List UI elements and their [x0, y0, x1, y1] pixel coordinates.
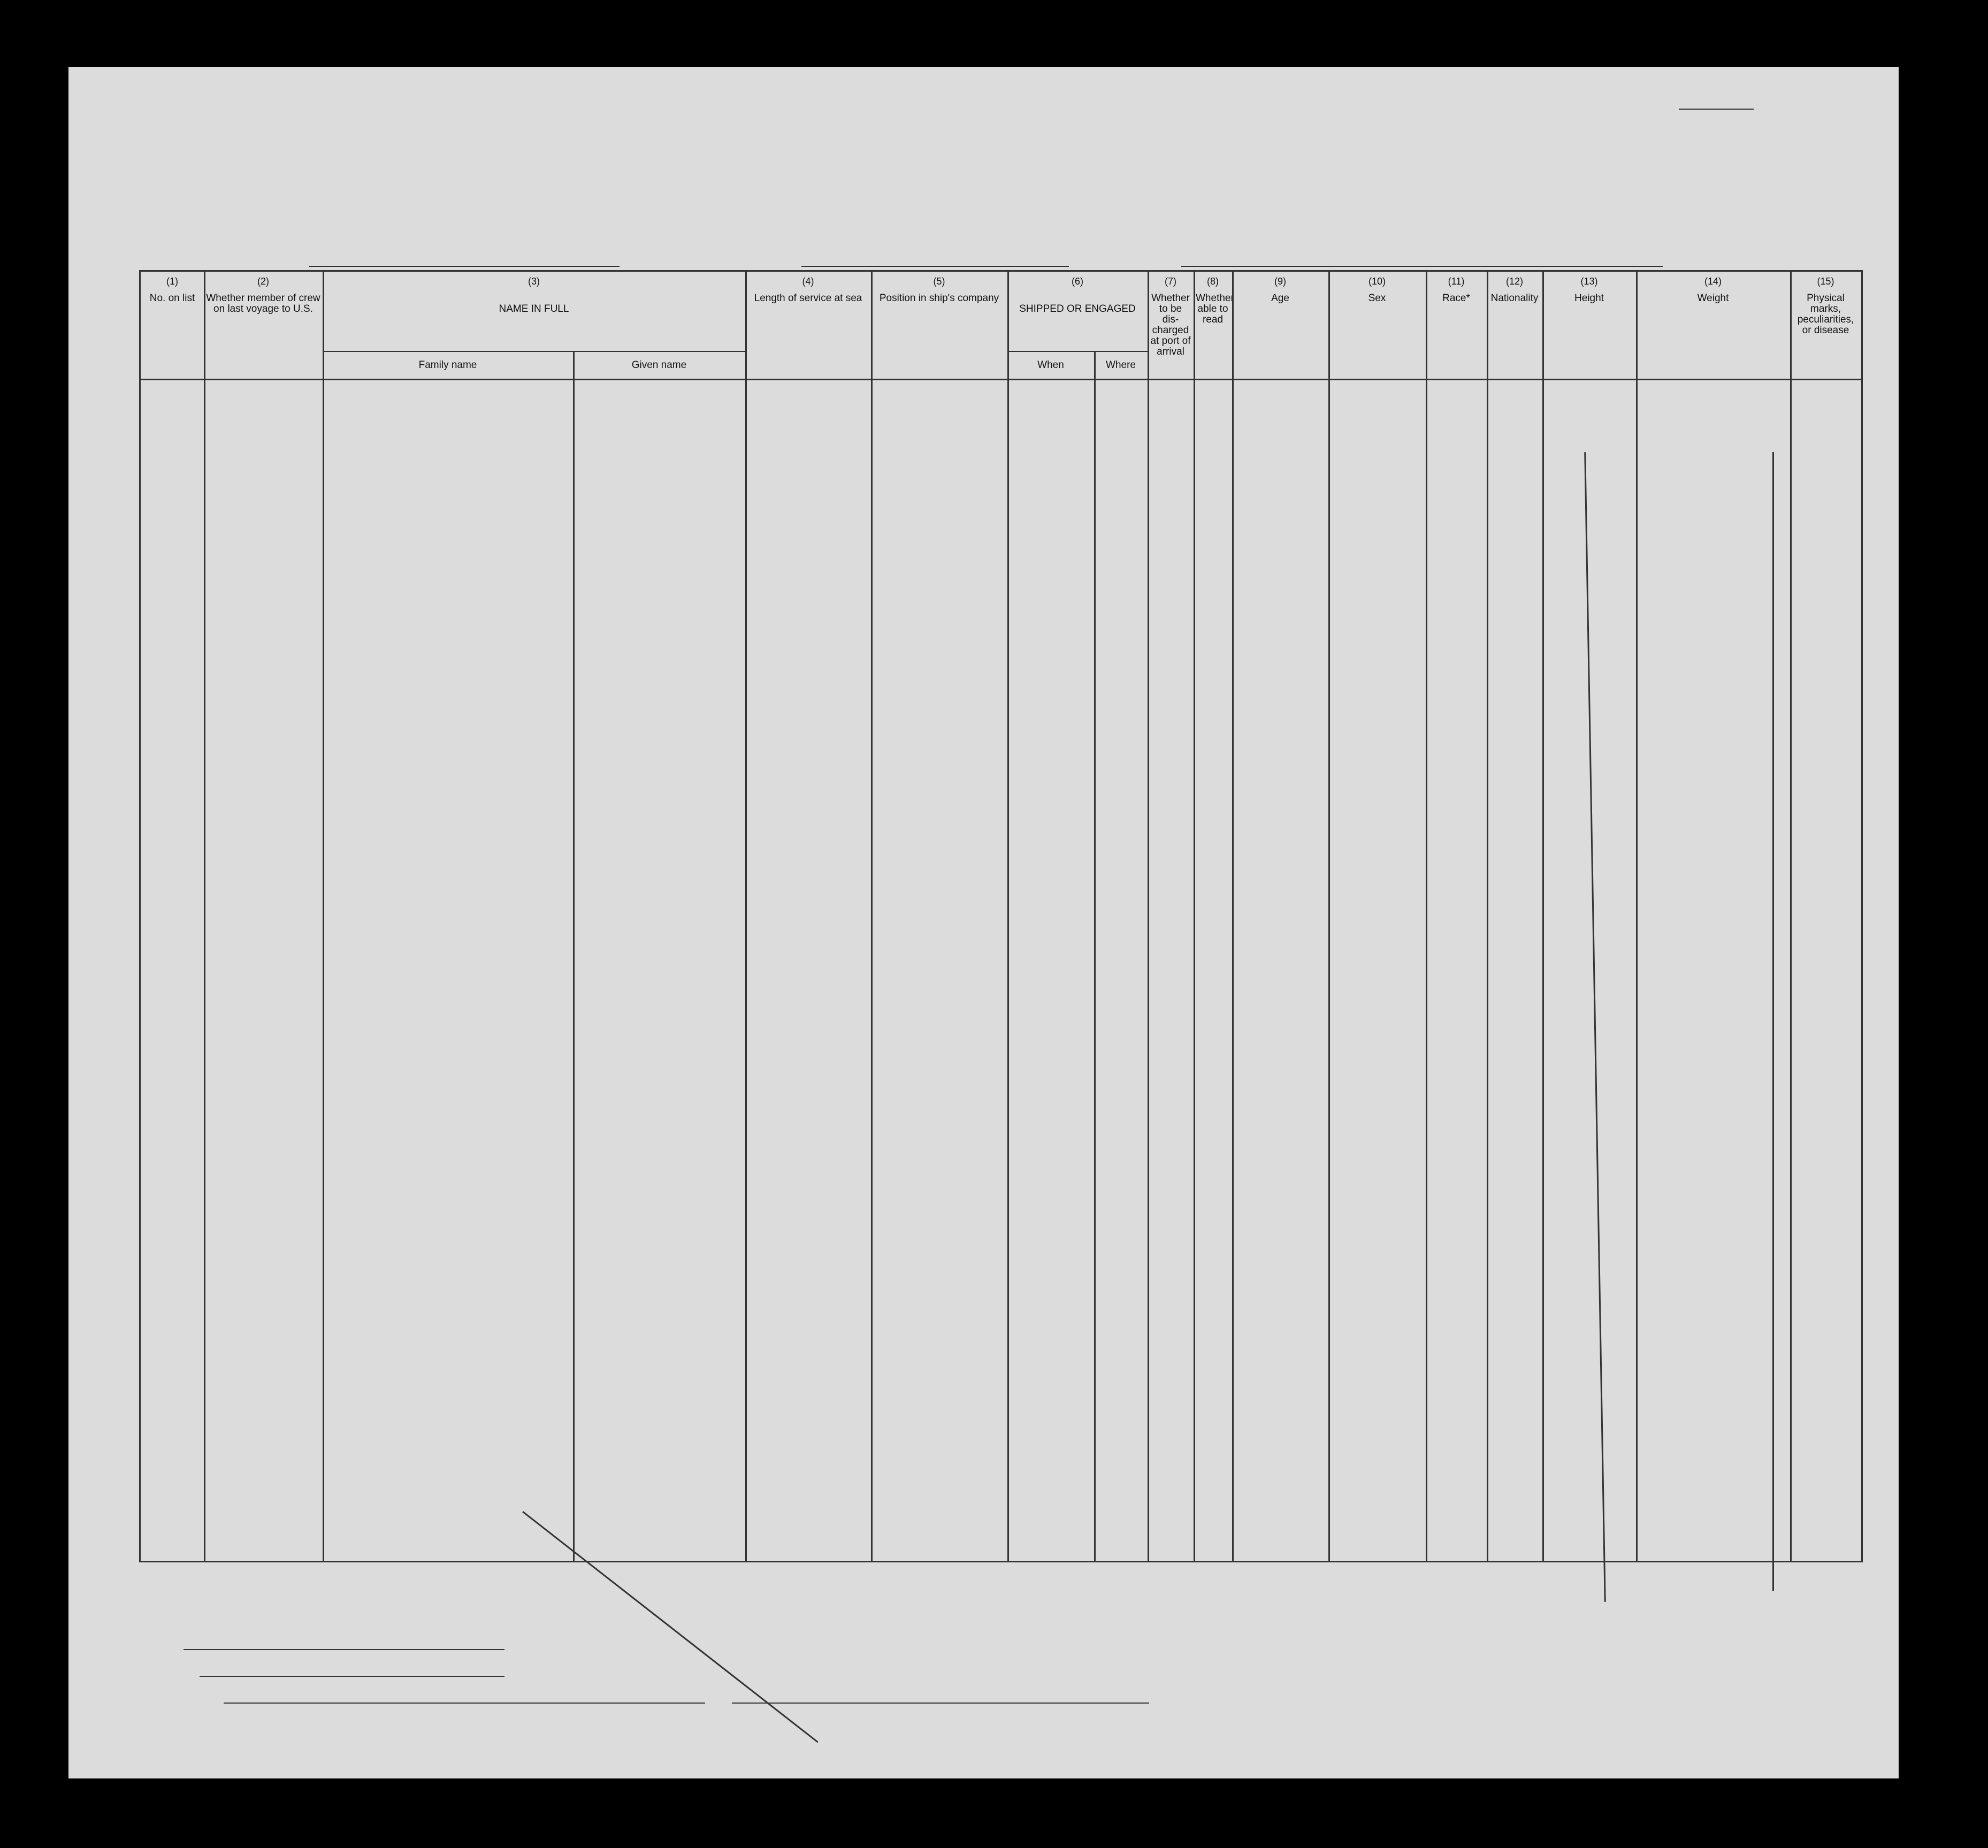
column-header: Weight — [1697, 293, 1729, 304]
manifest-sheet — [68, 67, 1899, 1778]
sheet-number — [1679, 99, 1754, 113]
column-header: Nationality — [1490, 293, 1539, 304]
column-divider — [1194, 272, 1195, 1561]
column-header: Whether to be dis-charged at port of arrival — [1150, 293, 1191, 357]
column-header: Age — [1271, 293, 1289, 304]
column-header: Whether able to read — [1196, 293, 1234, 325]
column-number: (13) — [1580, 276, 1598, 287]
crew-table — [139, 270, 1863, 1562]
column-number: (6) — [1072, 276, 1083, 287]
column-header: Race* — [1442, 293, 1470, 304]
vessel-line — [256, 238, 1861, 270]
column-header: No. on list — [149, 293, 195, 304]
column-divider — [1636, 272, 1638, 1561]
column-number: (2) — [257, 276, 269, 287]
column-number: (5) — [933, 276, 945, 287]
column-number: (1) — [166, 276, 178, 287]
column-number: (15) — [1817, 276, 1834, 287]
column-divider — [1232, 272, 1234, 1561]
column-header: Height — [1574, 293, 1604, 304]
column-divider — [1426, 272, 1427, 1561]
column-header: SHIPPED OR ENGAGED — [1019, 303, 1136, 315]
column-subheader: Family name — [418, 359, 477, 371]
column-divider — [871, 272, 873, 1561]
column-number: (7) — [1165, 276, 1176, 287]
column-number: (8) — [1207, 276, 1219, 287]
table-header — [141, 272, 1861, 380]
column-header: Length of service at sea — [754, 293, 862, 304]
column-divider — [1790, 272, 1792, 1561]
column-divider — [1542, 272, 1544, 1561]
column-header: Physical marks, peculiarities, or disease — [1797, 293, 1854, 336]
column-number: (11) — [1448, 276, 1465, 287]
column-number: (4) — [802, 276, 814, 287]
column-number: (9) — [1274, 276, 1286, 287]
column-subheader: Given name — [631, 359, 687, 371]
column-divider — [323, 272, 324, 1561]
column-divider — [1487, 272, 1488, 1561]
column-divider — [1148, 272, 1149, 1561]
column-header: Position in ship's company — [879, 293, 999, 304]
column-divider — [745, 272, 747, 1561]
column-divider — [1007, 272, 1009, 1561]
column-header: Sex — [1368, 293, 1386, 304]
column-divider — [204, 272, 205, 1561]
sheet-no-value — [1679, 109, 1754, 110]
action-ditto-line — [1772, 452, 1774, 1591]
column-subheader: When — [1037, 359, 1064, 371]
column-number: (3) — [528, 276, 540, 287]
column-number: (14) — [1704, 276, 1722, 287]
column-header: NAME IN FULL — [499, 303, 569, 315]
column-header: Whether member of crew on last voyage to U.S. — [206, 293, 320, 315]
column-number: (12) — [1505, 276, 1523, 287]
column-subheader: Where — [1106, 359, 1136, 371]
column-divider — [1328, 272, 1330, 1561]
column-divider — [1094, 352, 1096, 1561]
column-divider — [573, 352, 575, 1561]
column-number: (10) — [1368, 276, 1386, 287]
